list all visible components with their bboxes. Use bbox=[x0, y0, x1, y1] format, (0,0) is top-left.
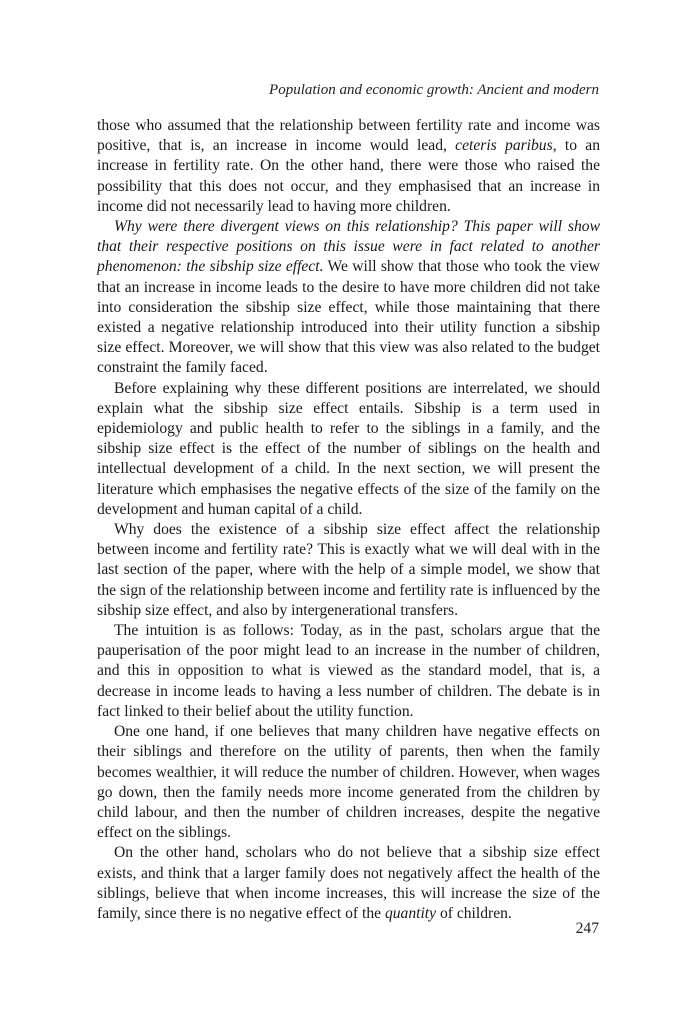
body-text bbox=[97, 116, 600, 924]
text-run: those who assumed that the relationship between fertility rate and income was positive, that is, an increase in income would lead, bbox=[97, 117, 600, 155]
paragraph bbox=[97, 520, 600, 621]
paragraph bbox=[97, 843, 600, 924]
text-run: One one hand, if one believes that many children have negative effects on their siblings and therefore on the utility of parents, then when the family becomes wealthier, it will reduce the number of children. However, when wages go down, then the family needs more income generated from the children by child labour, and then the number of children increases, despite the negative effect on the siblings. bbox=[97, 723, 600, 842]
paragraph bbox=[97, 116, 600, 217]
paragraph bbox=[97, 722, 600, 843]
paragraph bbox=[97, 379, 600, 520]
italic-text: Why were there divergent views on this relationship? This paper will show that their respective positions on this issue were in fact related to another phenomenon: the sibship size effect. bbox=[97, 218, 600, 276]
italic-text: quantity bbox=[384, 904, 437, 922]
text-run: Why does the existence of a sibship size effect affect the relationship between income and fertility rate? This is exactly what we will deal with in the last section of the paper, where with the help of a simple model, we show that the sign of the relationship between income and fertility rate is influenced by the sibship size effect, and also by intergenerational transfers. bbox=[97, 521, 600, 619]
paragraph bbox=[97, 621, 600, 722]
text-run: of children. bbox=[436, 904, 512, 922]
italic-text: ceteris paribus bbox=[455, 137, 553, 155]
page-number: 247 bbox=[575, 920, 599, 937]
running-head: Population and economic growth: Ancient and modern bbox=[269, 82, 599, 98]
text-run: , to an increase in fertility rate. On the other hand, there were those who raised the possibility that this does not occur, and they emphasised that an increase in income did not necessarily lead to having more children. bbox=[97, 137, 600, 215]
text-run: On the other hand, scholars who do not believe that a sibship size effect exists, and think that a larger family does not negatively affect the health of the siblings, believe that when income increases, this will increase the size of the family, since there is no negative effect of the bbox=[97, 844, 600, 922]
text-run: Before explaining why these different positions are interrelated, we should explain what the sibship size effect entails. Sibship is a term used in epidemiology and public health to refer to the siblings in a family, and the sibship size effect is the effect of the number of siblings on the health and intellectual development of a child. In the next section, we will present the literature which emphasises the negative effects of the size of the family on the development and human capital of a child. bbox=[97, 379, 600, 518]
text-run: We will show that those who took the view that an increase in income leads to the desire to have more children did not take into consideration the sibship size effect, while those maintaining that there existed a negative relationship introduced into their utility function a sibship size effect. Moreover, we will show that this view was also related to the budget constraint the family faced. bbox=[97, 258, 600, 377]
text-run: The intuition is as follows: Today, as in the past, scholars argue that the pauperisation of the poor might lead to an increase in the number of children, and this in opposition to what is viewed as the standard model, that is, a decrease in income leads to having a less number of children. The debate is in fact linked to their belief about the utility function. bbox=[97, 622, 600, 720]
paragraph bbox=[97, 217, 600, 379]
